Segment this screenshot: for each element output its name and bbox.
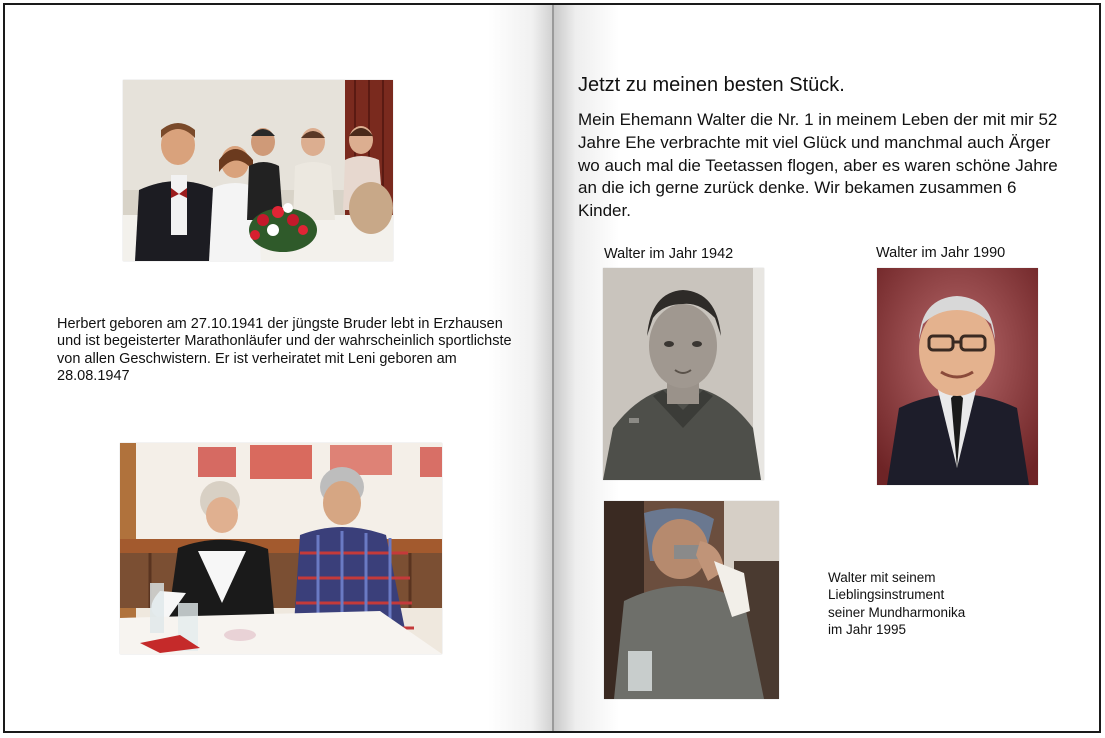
walter-paragraph: Mein Ehemann Walter die Nr. 1 in meinem Leben der mit mir 52 Jahre Ehe verbrachte mit viel Glück und manchmal auch Ärger wo auch mal die Teetassen flogen, aber es waren schöne Jahre an die ich gerne zurück denke. Wir bekamen zusammen 6 Kinder.: [578, 110, 1058, 221]
family-dinner-photo: [123, 80, 393, 261]
walter-1995-harmonica-photo: [604, 501, 779, 699]
herbert-paragraph: Herbert geboren am 27.10.1941 der jüngste Bruder lebt in Erzhausen und ist begeisterter Marathonläufer und der wahrscheinlich sportlichste von allen Geschwistern. Er ist verheiratet mit Leni geboren am 28.08.1947: [57, 316, 512, 385]
right-page: [554, 5, 1099, 731]
caption-1995-line3: seiner Mundharmonika: [828, 604, 966, 620]
caption-1990: Walter im Jahr 1990: [876, 245, 1006, 261]
caption-1995-line4: im Jahr 1995: [828, 621, 907, 637]
walter-1942-photo: [603, 268, 764, 480]
photo-book-spread: [3, 3, 1101, 733]
section-heading: Jetzt zu meinen besten Stück.: [578, 74, 845, 96]
caption-1995-line2: Lieblingsinstrument: [828, 587, 945, 603]
left-page: [5, 5, 554, 731]
caption-1995-line1: Walter mit seinem: [828, 570, 936, 585]
walter-1990-photo: [877, 268, 1038, 485]
couple-at-table-photo: [120, 443, 442, 654]
caption-1995: [828, 569, 965, 638]
caption-1942: Walter im Jahr 1942: [604, 246, 734, 262]
